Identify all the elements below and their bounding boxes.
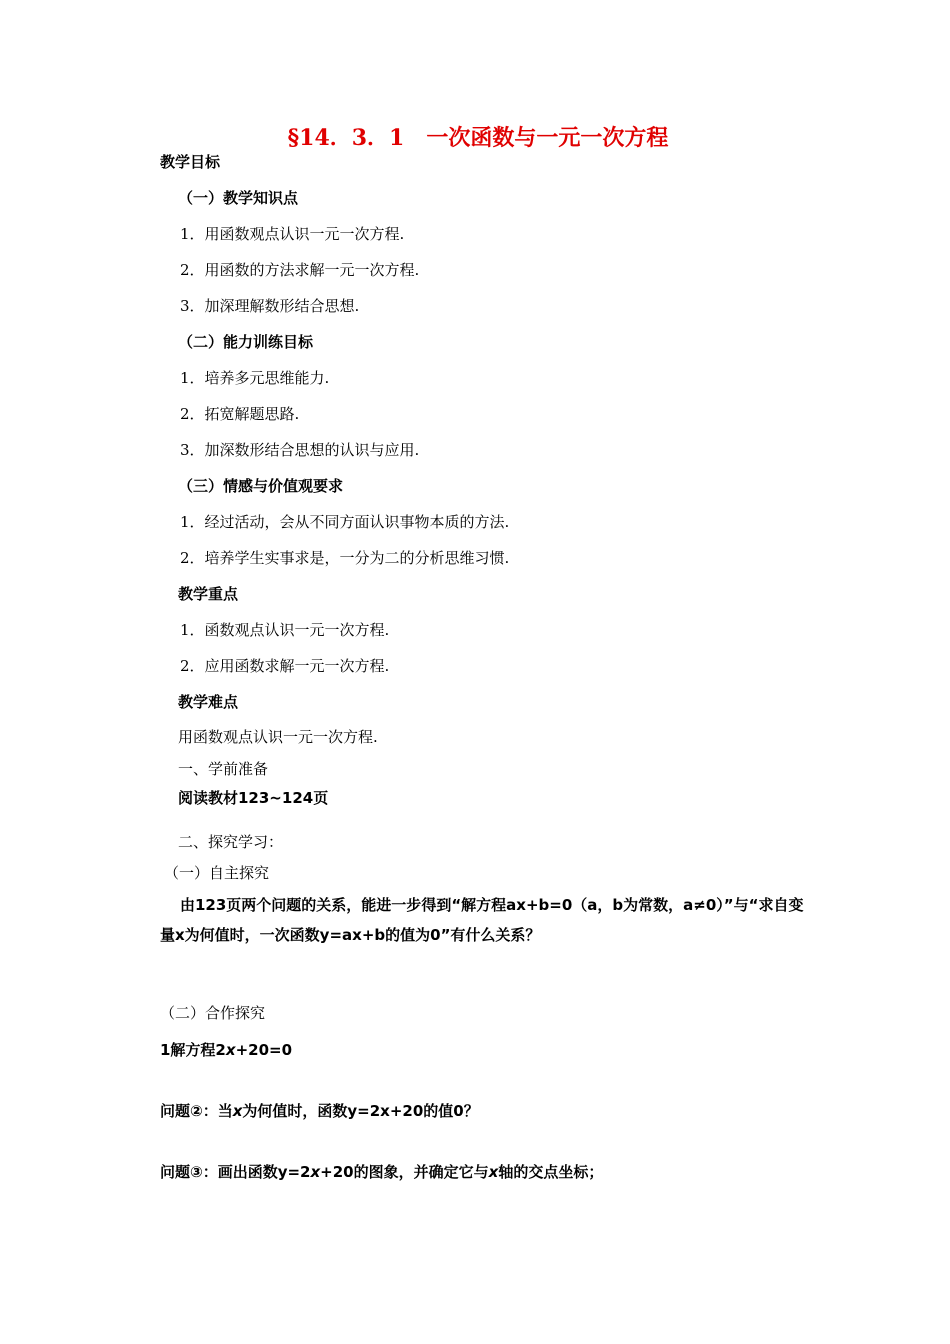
question-3-text: 问题③：画出函数y=2 [160,1163,311,1181]
list-item: 3．加深理解数形结合思想. [180,297,360,315]
list-item: 1．用函数观点认识一元一次方程. [180,225,405,243]
explore-heading: 二、探究学习： [178,833,284,851]
question-3 [160,1162,603,1182]
page-title: §14．3．1 一次函数与一元一次方程 [287,125,669,151]
self-explore-paragraph [160,890,810,950]
emotion-heading: （三）情感与价值观要求 [178,477,344,495]
question-2-text: 为何值时，函数y=2x+20的值0？ [242,1102,479,1120]
variable: x [310,1163,321,1181]
difficulty-text: 用函数观点认识一元一次方程. [178,728,378,746]
question-1-text: +20=0 [235,1041,293,1059]
list-item: 2．应用函数求解一元一次方程. [180,657,390,675]
question-1 [160,1040,292,1060]
objectives-heading: 教学目标 [160,153,221,171]
list-item: 1．经过活动，会从不同方面认识事物本质的方法. [180,513,510,531]
list-item: 1．培养多元思维能力. [180,369,330,387]
list-item: 2．拓宽解题思路. [180,405,300,423]
variable: x [488,1163,499,1181]
coop-explore-heading: （二）合作探究 [160,1004,266,1022]
list-item: 1．函数观点认识一元一次方程. [180,621,390,639]
variable: x [232,1102,243,1120]
list-item: 3．加深数形结合思想的认识与应用. [180,441,420,459]
self-explore-heading: （一）自主探究 [164,864,270,882]
variable: x [225,1041,236,1059]
list-item: 2．用函数的方法求解一元一次方程. [180,261,420,279]
question-2-text: 问题②：当 [160,1102,233,1120]
knowledge-heading: （一）教学知识点 [178,189,299,207]
question-1-text: 1解方程2 [160,1041,226,1059]
difficulty-heading: 教学难点 [178,693,239,711]
key-points-heading: 教学重点 [178,585,239,603]
list-item: 2．培养学生实事求是，一分为二的分析思维习惯. [180,549,510,567]
question-2 [160,1101,479,1121]
prep-heading: 一、学前准备 [178,760,269,778]
question-3-text: 轴的交点坐标； [498,1163,604,1181]
question-3-text: +20的图象，并确定它与 [320,1163,489,1181]
prep-text: 阅读教材123~124页 [178,789,329,807]
ability-heading: （二）能力训练目标 [178,333,314,351]
self-explore-text: 由123页两个问题的关系，能进一步得到“解方程ax+b=0（a，b为常数，a≠0）”与“求自变量x为何值时，一次函数y=ax+b的值为0”有什么关系？ [160,896,804,944]
